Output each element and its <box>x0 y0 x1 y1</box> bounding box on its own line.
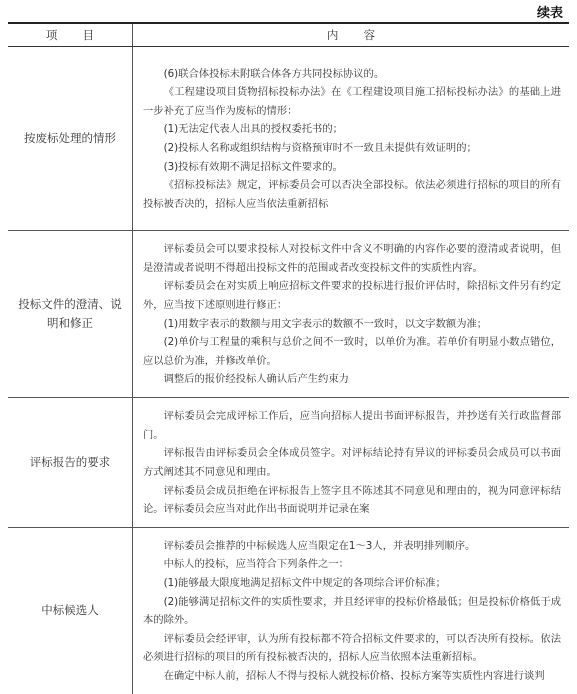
paragraph: (2)能够满足招标文件的实质性要求，并且经评审的投标价格最低；但是投标价格低于成本的除外。 <box>143 595 561 627</box>
row-item-label: 按废标处理的情形 <box>8 47 133 231</box>
table-row <box>8 47 569 231</box>
paragraph: 调整后的报价经投标人确认后产生约束力 <box>163 373 349 386</box>
paragraph: (6)联合体投标未附联合体各方共同投标协议的。 <box>163 67 385 80</box>
paragraph: 评标委员会经评审，认为所有投标都不符合招标文件要求的，可以否决所有投标。依法必须进行招标的项目的所有投标被否决的，招标人应当依照本法重新招标。 <box>143 632 561 664</box>
content-table <box>8 22 569 694</box>
table-row <box>8 528 569 694</box>
row-item-label: 投标文件的澄清、说明和修正 <box>8 231 133 398</box>
paragraph: 评标委员会成员拒绝在评标报告上签字且不陈述其不同意见和理由的，视为同意评标结论。评标委员会应当对此作出书面说明并记录在案 <box>143 484 561 516</box>
paragraph: 中标人的投标，应当符合下列条件之一： <box>163 558 349 571</box>
paragraph: 评标委员会可以要求投标人对投标文件中含义不明确的内容作必要的澄清或者说明，但是澄清或者说明不得超出投标文件的范围或者改变投标文件的实质性内容。 <box>143 243 561 274</box>
column-header-item: 项目 <box>8 23 133 47</box>
row-content <box>133 47 570 231</box>
table-row <box>8 231 569 398</box>
column-header-content: 内容 <box>133 23 570 47</box>
paragraph: 《工程建设项目货物招标投标办法》在《工程建设项目施工招标投标办法》的基础上进一步补充了应当作为废标的情形： <box>143 86 561 117</box>
paragraph: 评标报告由评标委员会全体成员签字。对评标结论持有异议的评标委员会成员可以书面方式阐述其不同意见和理由。 <box>143 447 561 478</box>
paragraph: (3)投标有效期不满足招标文件要求的。 <box>163 160 343 173</box>
table-header-row <box>8 23 569 47</box>
row-content <box>133 231 570 398</box>
paragraph: 评标委员会在对实质上响应招标文件要求的投标进行报价评估时，除招标文件另有约定外，应当按下述原则进行修正： <box>143 280 561 311</box>
paragraph: (2)单价与工程量的乘积与总价之间不一致时，以单价为准。若单价有明显小数点错位，应以总价为准，并修改单价。 <box>143 336 561 367</box>
row-content <box>133 398 570 528</box>
row-item-label: 评标报告的要求 <box>8 398 133 528</box>
row-item-label: 中标候选人 <box>8 528 133 694</box>
paragraph: (1)能够最大限度地满足招标文件中规定的各项综合评价标准； <box>163 577 446 590</box>
paragraph: 评标委员会完成评标工作后，应当向招标人提出书面评标报告，并抄送有关行政监督部门。 <box>143 410 561 441</box>
paragraph: 在确定中标人前，招标人不得与投标人就投标价格、投标方案等实质性内容进行谈判 <box>163 670 545 683</box>
paragraph: (1)用数字表示的数额与用文字表示的数额不一致时，以文字数额为准； <box>163 317 488 330</box>
row-content <box>133 528 570 694</box>
paragraph: (2)投标人名称或组织结构与资格预审时不一致且未提供有效证明的； <box>163 142 477 154</box>
paragraph: 评标委员会推荐的中标候选人应当限定在1～3人，并表明排列顺序。 <box>163 539 476 552</box>
continued-label: 续表 <box>536 6 563 21</box>
paragraph: 《招标投标法》规定，评标委员会可以否决全部投标。依法必须进行招标的项目的所有投标被否决的，招标人应当依法重新招标 <box>143 179 561 210</box>
table-row <box>8 398 569 528</box>
paragraph: (1)无法定代表人出具的授权委托书的； <box>163 123 343 136</box>
